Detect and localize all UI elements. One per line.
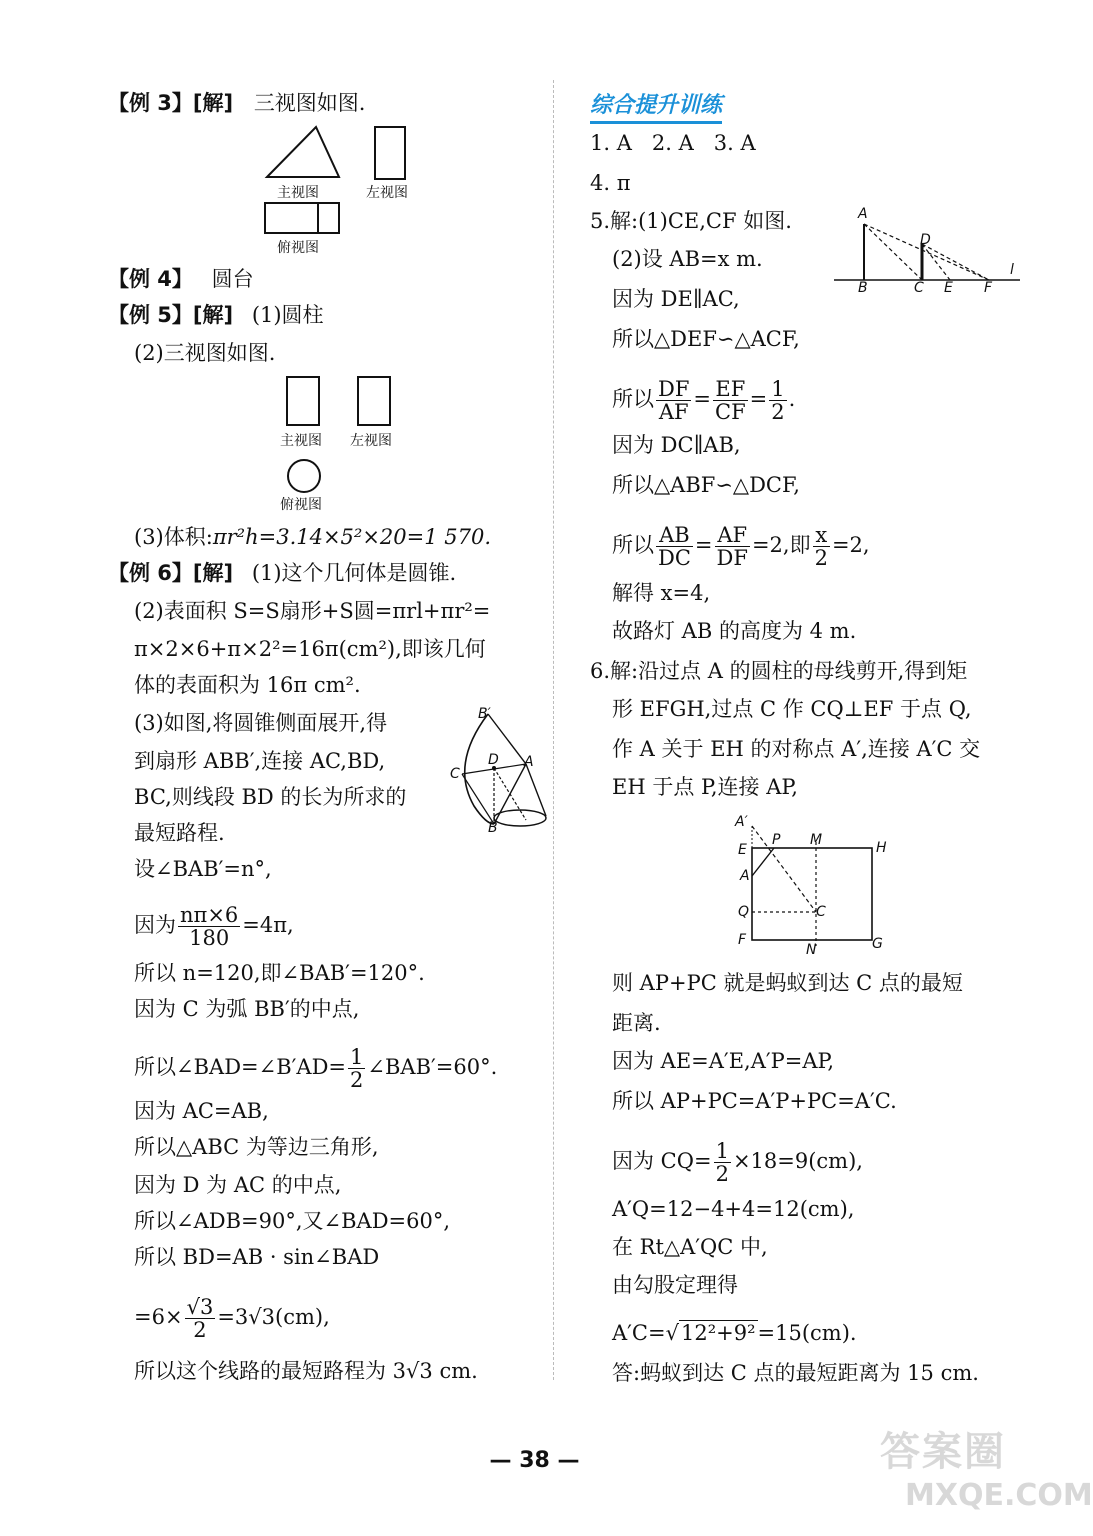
q6-l13: A′C=√12²+9²=15(cm). (612, 1321, 857, 1345)
ex6-l7: BC,则线段 BD 的长为所求的 (134, 785, 407, 809)
ex6-l1: (1)这个几何体是圆锥. (251, 561, 457, 585)
q6-l8: 所以 AP+PC=A′P+PC=A′C. (612, 1089, 897, 1113)
q6-l12: 由勾股定理得 (612, 1273, 738, 1297)
ex5-tag: 【例 5】[解] (108, 303, 234, 327)
ex6-fig-A: A (524, 754, 534, 770)
ex5-side-view-rect (357, 376, 391, 426)
q5-fig-C: C (914, 280, 924, 296)
ex6-l16: 因为 D 为 AC 的中点, (134, 1173, 342, 1197)
ex6-l4: 体的表面积为 16π cm². (134, 673, 361, 697)
q6-l5: 则 AP+PC 就是蚂蚁到达 C 点的最短 (612, 971, 963, 995)
answer-4: 4. π (590, 171, 631, 195)
q5-fig-l: l (1010, 262, 1014, 278)
section-title: 综合提升训练 (590, 88, 722, 124)
ex6-l13-pre: 所以∠BAD=∠B′AD= (134, 1055, 347, 1079)
ex5-volume-formula: πr²h=3.14×5²×20=1 570. (212, 525, 492, 549)
q5-l8-pre: 所以 (612, 533, 654, 557)
q5-l8: 所以 $\frac{AB}{DC}$ = $\frac{AF}{DF}$ =2,即 $\frac{x}{2}$ =2, (612, 523, 870, 570)
ex6-l3: π×2×6+π×2²=16π(cm²),即该几何 (134, 637, 486, 661)
q5-l5: 所以 $\frac{DF}{AF}$ = $\frac{EF}{CF}$ = $\frac{1}{2}$ . (612, 377, 796, 424)
ex3-line (108, 90, 366, 116)
q5-l6: 因为 DC∥AB, (612, 433, 741, 457)
q6-l9 (612, 1140, 863, 1185)
q5-l8-frac1 (656, 524, 693, 569)
ex5-top-view-circle (286, 458, 322, 494)
q5-l5-frac3 (769, 378, 786, 423)
q6-l13-post: =15(cm). (757, 1321, 857, 1345)
ex6-l11: 所以 n=120,即∠BAB′=120°. (134, 961, 425, 985)
ex6-l13-fraction (348, 1046, 365, 1091)
ex6-l19-den: 2 (193, 1318, 207, 1342)
q5-l8-n1: AB (656, 524, 693, 547)
ex4-line (108, 266, 254, 292)
q5-l5-n1: DF (658, 377, 690, 401)
q5-l2: (2)设 AB=x m. (612, 247, 763, 271)
q6-l9-fraction (714, 1140, 731, 1185)
ex4-tag: 【例 4】 (108, 267, 193, 291)
ex5-line (108, 302, 324, 328)
column-divider (553, 80, 554, 1380)
q5-fig-F: F (984, 280, 993, 296)
watermark-logo: 答案圈 (880, 1429, 1006, 1475)
q6-l13-radicand: 12²+9² (681, 1321, 756, 1345)
q5-fig-D: D (920, 232, 931, 248)
q5-l5-d3: 2 (771, 400, 785, 424)
ex6-l19-post: =3√3(cm), (217, 1305, 330, 1329)
q6-fig-E: E (738, 842, 747, 858)
ex6-l19-fraction (185, 1296, 216, 1341)
ex5-text: (1)圆柱 (251, 303, 324, 327)
ex3-side-label: 左视图 (366, 185, 408, 201)
ex6-l13-den: 2 (350, 1068, 364, 1092)
ex6-cone-net-figure (446, 704, 552, 840)
ex6-fig-B: B (488, 820, 498, 836)
q6-l9-den: 2 (715, 1162, 729, 1186)
q6-l9-post: ×18=9(cm), (732, 1149, 863, 1173)
ex6-l6: 到扇形 ABB′,连接 AC,BD, (134, 749, 386, 773)
q5-l8-mid: =2,即 (751, 533, 811, 557)
ex6-l13 (134, 1046, 497, 1091)
ex3-front-view-triangle (264, 124, 342, 180)
q6-l4: EH 于点 P,连接 AP, (612, 775, 798, 799)
q6-l11: 在 Rt△A′QC 中, (612, 1235, 768, 1259)
q6-fig-Ap: A′ (735, 814, 748, 830)
ex6-l13-num: 1 (350, 1045, 364, 1069)
ex6-l10-num: nπ×6 (180, 903, 239, 927)
q5-l9: 解得 x=4, (612, 581, 711, 605)
q6-fig-H: H (876, 840, 887, 856)
q5-l8-n2: AF (715, 524, 750, 547)
ex3-side-view-rect (374, 126, 406, 180)
q5-l8-frac2 (715, 524, 750, 569)
q6-fig-Q: Q (738, 904, 750, 920)
ex6-tag: 【例 6】[解] (108, 561, 234, 585)
ex6-l10-den: 180 (189, 926, 230, 950)
ex6-l10 (134, 904, 294, 949)
ex6-l19-pre: =6× (134, 1305, 183, 1329)
q5-l8-n3: x (813, 524, 830, 547)
ex3-tag: 【例 3】[解] (108, 91, 234, 115)
ex6-l19-num: √3 (186, 1295, 214, 1319)
q5-l8-post: =2, (831, 533, 870, 557)
q6-fig-C: C (816, 904, 826, 920)
ex6-l10-pre: 因为 (134, 913, 176, 937)
q5-l5-frac2 (713, 378, 748, 423)
ex6-l10-fraction (178, 904, 240, 949)
ex6-l18: 所以 BD=AB · sin∠BAD (134, 1245, 380, 1269)
q5-fig-E: E (944, 280, 953, 296)
ex6-l13-post: ∠BAB′=60°. (367, 1055, 498, 1079)
q5-l8-d3: 2 (814, 546, 828, 570)
ex5-front-label: 主视图 (280, 433, 322, 449)
q5-l5-pre: 所以 (612, 387, 654, 411)
q5-l5-d2: CF (715, 400, 746, 424)
ex6-l10-post: =4π, (242, 913, 294, 937)
ex5-front-view-rect (286, 376, 320, 426)
q5-l5-d1: AF (658, 400, 689, 424)
ex6-fig-C: C (450, 766, 460, 782)
ex6-l12: 因为 C 为弧 BB′的中点, (134, 997, 360, 1021)
q6-fig-A: A (740, 868, 750, 884)
ex6-l14: 因为 AC=AB, (134, 1099, 269, 1123)
q6-fig-G: G (872, 936, 883, 952)
ex5-volume-line (134, 524, 491, 550)
ex6-line (108, 560, 456, 586)
q6-l6: 距离. (612, 1011, 661, 1035)
ex6-l17: 所以∠ADB=90°,又∠BAD=60°, (134, 1209, 451, 1233)
q6-l9-num: 1 (715, 1139, 729, 1163)
ex6-l5: (3)如图,将圆锥侧面展开,得 (134, 711, 388, 735)
ex6-fig-D: D (488, 752, 499, 768)
answers-1-3: 1. A 2. A 3. A (590, 131, 756, 155)
q6-l13-pre: A′C= (612, 1321, 666, 1345)
ex3-top-view-rect (264, 202, 340, 234)
ex6-l19 (134, 1296, 330, 1341)
q5-fig-A: A (858, 206, 868, 222)
q6-l10: A′Q=12−4+4=12(cm), (612, 1197, 855, 1221)
page-number: — 38 — (489, 1448, 580, 1473)
ex5-side-label: 左视图 (350, 433, 392, 449)
q6-fig-M: M (810, 832, 823, 848)
q5-l3: 因为 DE∥AC, (612, 287, 740, 311)
ex3-text: 三视图如图. (253, 91, 366, 115)
q5-l8-d1: DC (658, 546, 691, 570)
q6-l7: 因为 AE=A′E,A′P=AP, (612, 1049, 835, 1073)
q6-fig-P: P (772, 832, 781, 848)
watermark-url: MXQE.COM (905, 1478, 1093, 1513)
q6-fig-F: F (738, 932, 747, 948)
ex4-text: 圆台 (211, 267, 254, 291)
q5-l1: 5.解:(1)CE,CF 如图. (590, 209, 792, 233)
q6-l9-pre: 因为 CQ= (612, 1149, 712, 1173)
q5-l4: 所以△DEF∽△ACF, (612, 327, 800, 351)
ex5-volume-pre: (3)体积: (134, 525, 213, 549)
ex6-l15: 所以△ABC 为等边三角形, (134, 1135, 379, 1159)
q6-fig-N: N (806, 942, 817, 958)
q5-l8-d2: DF (716, 546, 748, 570)
ex6-l8: 最短路程. (134, 821, 225, 845)
ex6-l20: 所以这个线路的最短路程为 3√3 cm. (134, 1359, 478, 1383)
q6-l2: 形 EFGH,过点 C 作 CQ⊥EF 于点 Q, (612, 697, 972, 721)
q6-l3: 作 A 关于 EH 的对称点 A′,连接 A′C 交 (612, 737, 981, 761)
q5-l5-frac1 (656, 378, 691, 423)
ex6-l2: (2)表面积 S=S扇形+S圆=πrl+πr²= (134, 599, 491, 623)
q5-l5-n2: EF (713, 378, 748, 401)
q6-l14: 答:蚂蚁到达 C 点的最短距离为 15 cm. (612, 1361, 979, 1385)
ex6-fig-Bp: B′ (478, 706, 491, 722)
q5-l8-frac3 (813, 524, 830, 569)
q5-fig-B: B (858, 280, 868, 296)
ex3-top-label: 俯视图 (277, 240, 319, 256)
ex3-front-label: 主视图 (277, 185, 319, 201)
q5-l7: 所以△ABF∽△DCF, (612, 473, 800, 497)
ex5-top-label: 俯视图 (280, 497, 322, 513)
q5-l5-n3: 1 (771, 377, 785, 401)
ex6-l9: 设∠BAB′=n°, (134, 857, 272, 881)
q5-l10: 故路灯 AB 的高度为 4 m. (612, 619, 857, 643)
q6-l1: 6.解:沿过点 A 的圆柱的母线剪开,得到矩 (590, 659, 968, 683)
ex5-line2: (2)三视图如图. (134, 341, 276, 365)
